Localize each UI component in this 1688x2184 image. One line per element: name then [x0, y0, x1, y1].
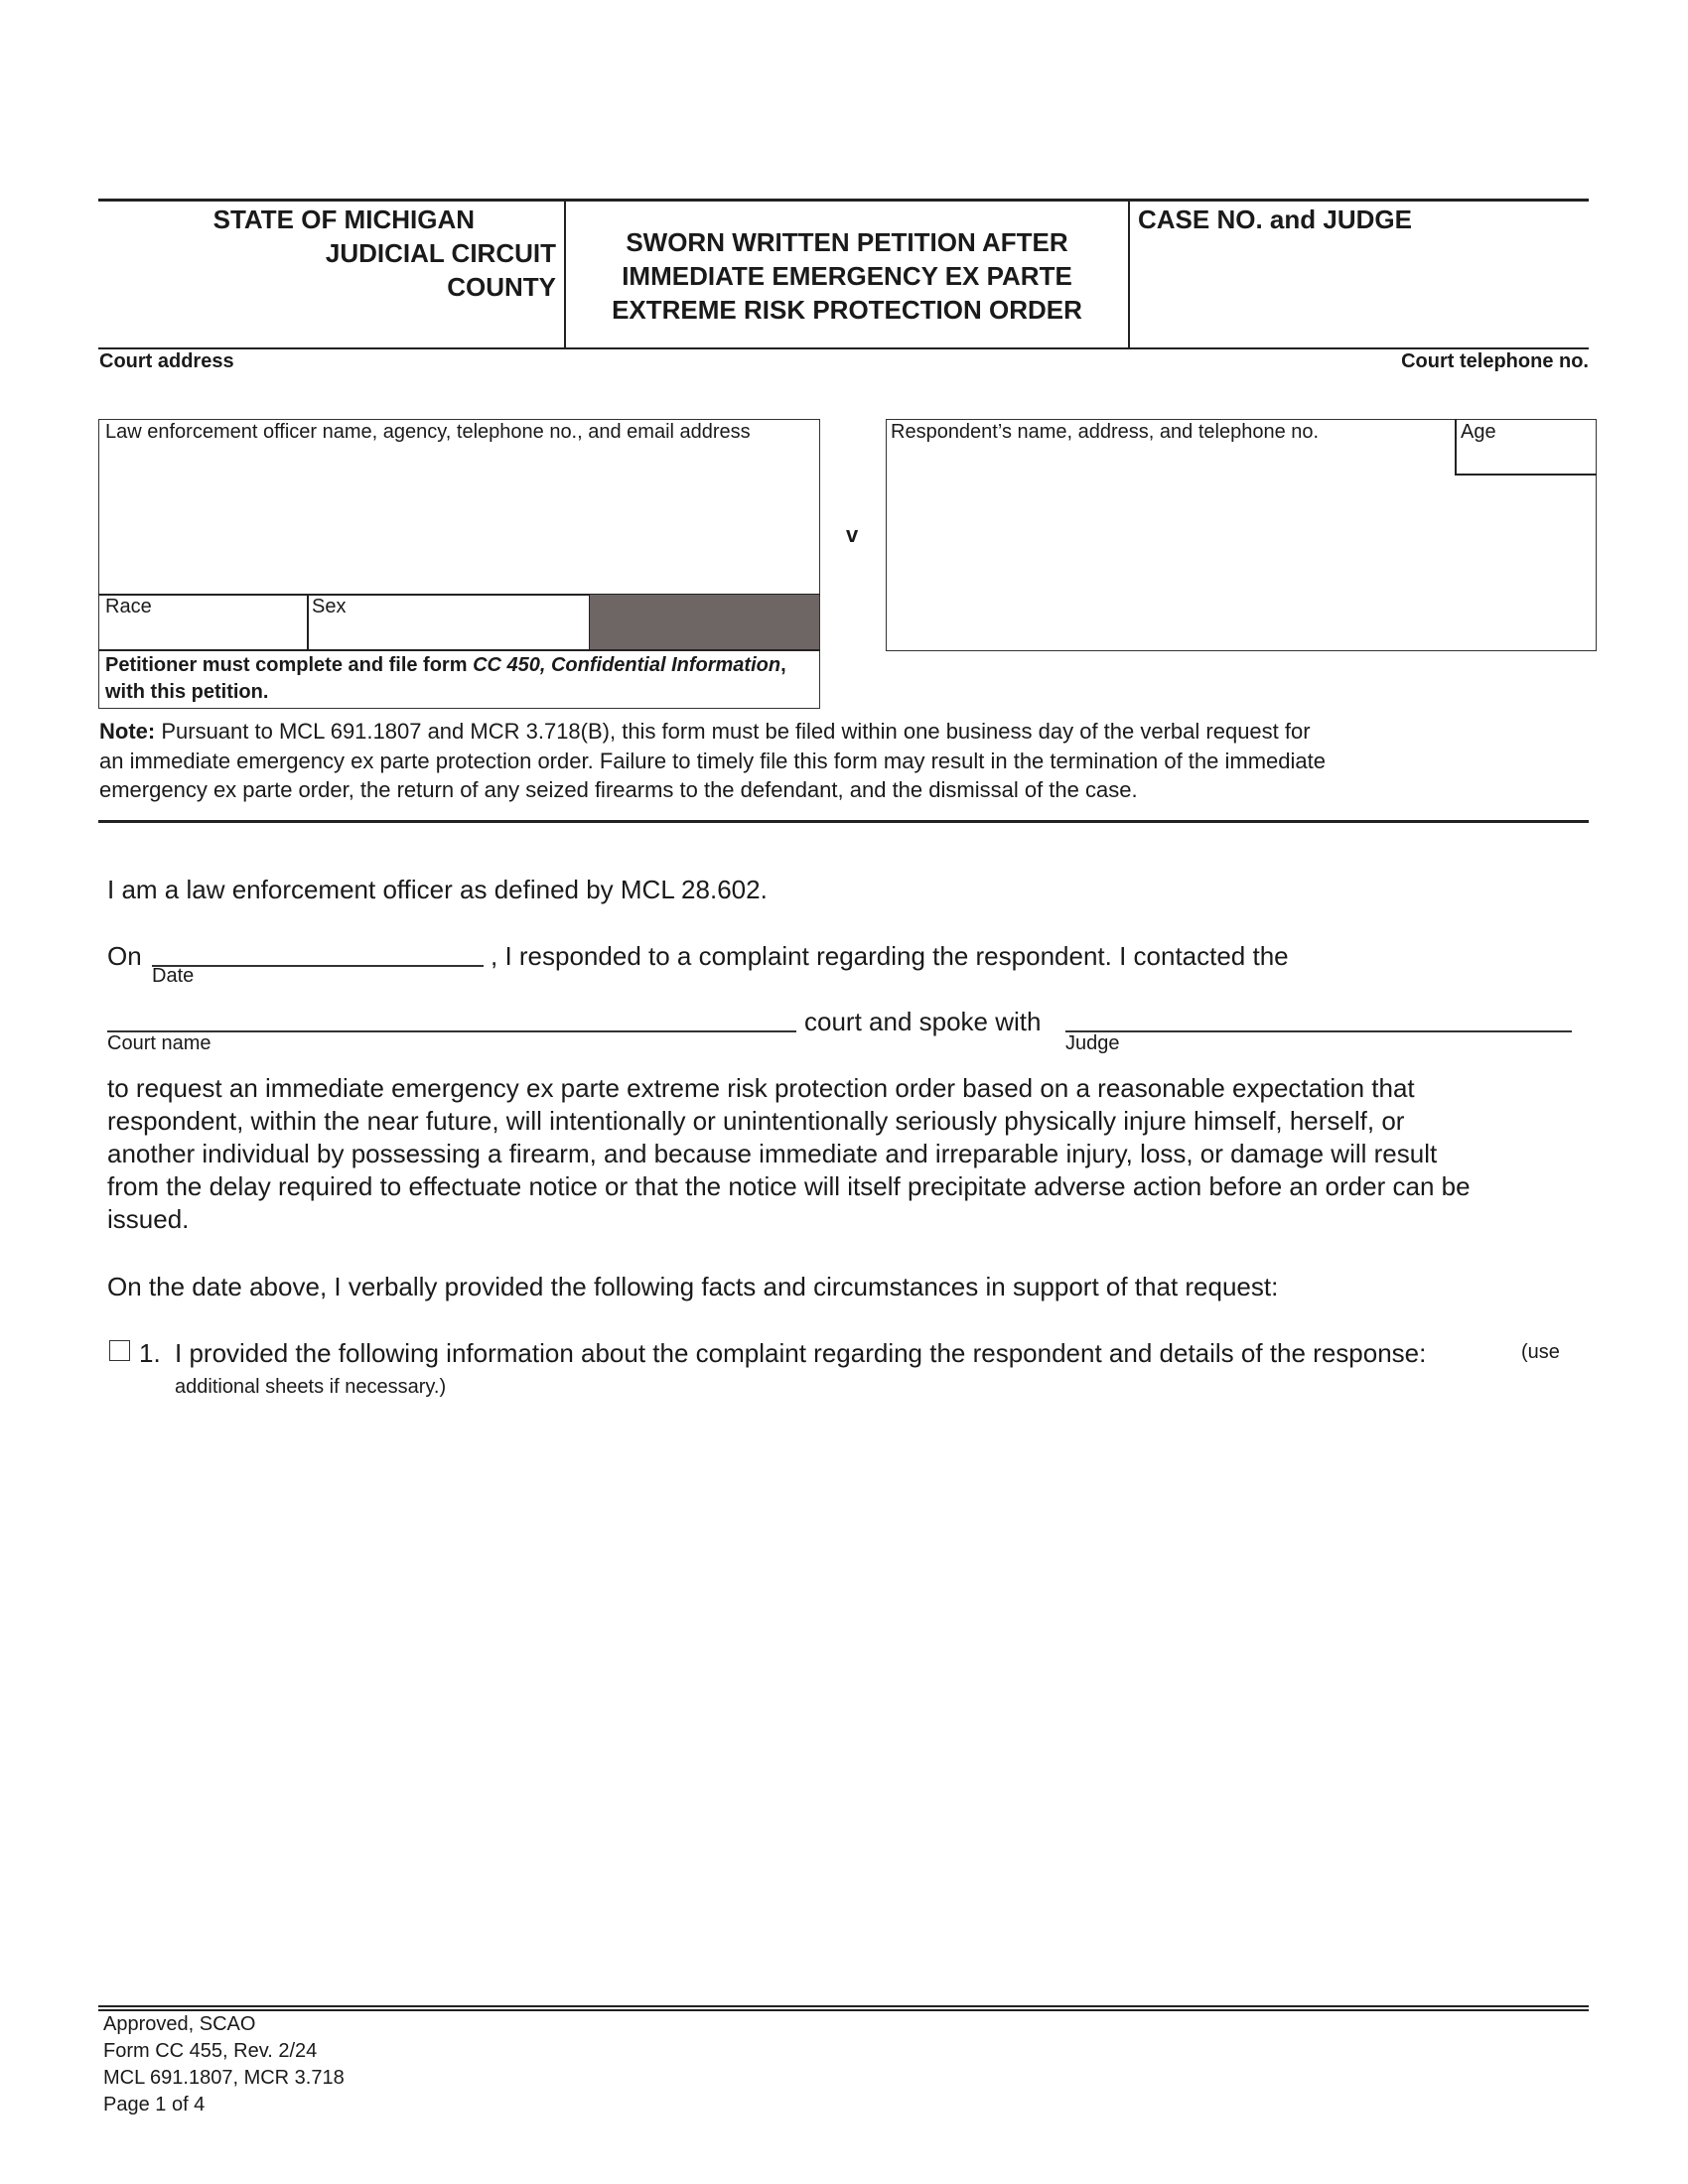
confidential-info-notice — [105, 652, 800, 706]
date-field[interactable] — [152, 937, 484, 965]
age-field[interactable] — [1460, 445, 1593, 471]
court-name-caption: Court name — [107, 1032, 211, 1054]
note-line1-text: Pursuant to MCL 691.1807 and MCR 3.718(B), this form must be filed within one business day of the verbal request for — [155, 719, 1311, 744]
form-footer — [103, 2011, 345, 2118]
request-paragraph — [107, 1072, 1587, 1236]
footer-form-number: Form CC 455, Rev. 2/24 — [103, 2040, 318, 2062]
confidential-row-top-rule — [98, 649, 820, 651]
header-divider-right — [1128, 200, 1130, 348]
facts-intro: On the date above, I verbally provided the following facts and circumstances in support of that request: — [107, 1272, 1279, 1301]
header-top-rule — [98, 199, 1589, 202]
race-field[interactable] — [103, 619, 302, 647]
court-address-label: Court address — [99, 350, 234, 372]
respondent-info-label: Respondent’s name, address, and telephone no. — [891, 421, 1320, 443]
note-lead: Note: — [99, 719, 156, 744]
confidential-suffix: , with this petition. — [105, 654, 786, 703]
request-line4: from the delay required to effectuate notice or that the notice will itself precipitate adverse action before an order can be — [107, 1171, 1471, 1201]
case-no-judge-label: CASE NO. and JUDGE — [1138, 205, 1412, 234]
court-and-spoke-text: court and spoke with — [804, 1007, 1042, 1036]
item1-number: 1. — [139, 1338, 161, 1368]
request-line1: to request an immediate emergency ex parte extreme risk protection order based on a reasonable expectation that — [107, 1073, 1415, 1103]
race-label: Race — [105, 596, 152, 617]
judicial-circuit-label: JUDICIAL CIRCUIT — [325, 238, 556, 268]
responded-text: , I responded to a complaint regarding the respondent. I contacted the — [491, 941, 1289, 971]
form-title-line2: IMMEDIATE EMERGENCY EX PARTE — [622, 261, 1072, 291]
sex-label: Sex — [312, 596, 347, 617]
age-cell-bottom-rule — [1455, 474, 1597, 476]
date-underline — [152, 965, 484, 967]
form-title-line1: SWORN WRITTEN PETITION AFTER — [626, 227, 1068, 257]
request-line5: issued. — [107, 1204, 190, 1234]
item1-response-field[interactable] — [175, 1410, 1585, 1966]
county-label: COUNTY — [447, 272, 556, 302]
note-line3: emergency ex parte order, the return of any seized firearms to the defendant, and the dismissal of the case. — [99, 777, 1138, 802]
confidential-prefix: Petitioner must complete and file form — [105, 654, 474, 676]
state-label: STATE OF MICHIGAN — [212, 205, 475, 234]
respondent-info-field[interactable] — [891, 449, 1447, 645]
officer-definition-statement: I am a law enforcement officer as defined by MCL 28.602. — [107, 875, 768, 904]
confidential-form-name: CC 450, Confidential Information — [473, 654, 781, 676]
item1-note-use: (use — [1521, 1341, 1560, 1363]
note-line2: an immediate emergency ex parte protection order. Failure to timely file this form may result in the termination of the immediate — [99, 748, 1326, 773]
footer-approved: Approved, SCAO — [103, 2013, 256, 2035]
item1-checkbox[interactable] — [109, 1340, 130, 1361]
judge-underline — [1065, 1030, 1572, 1032]
request-line2: respondent, within the near future, will intentionally or unintentionally seriously physically injure himself, herself, or — [107, 1106, 1405, 1136]
note-line1 — [99, 717, 1589, 747]
officer-info-field[interactable] — [103, 449, 816, 591]
request-line3: another individual by possessing a firearm, and because immediate and irreparable injury, loss, or damage will result — [107, 1139, 1438, 1168]
footer-page-number: Page 1 of 4 — [103, 2094, 206, 2116]
versus-label: v — [846, 522, 859, 547]
filing-note — [99, 717, 1589, 805]
court-name-field[interactable] — [107, 1003, 796, 1030]
footer-rule-top — [98, 2005, 1589, 2007]
sex-field[interactable] — [312, 619, 584, 647]
date-caption: Date — [152, 965, 195, 987]
footer-authority: MCL 691.1807, MCR 3.718 — [103, 2067, 345, 2089]
on-label: On — [107, 941, 142, 971]
officer-info-label: Law enforcement officer name, agency, telephone no., and email address — [105, 421, 751, 443]
age-cell-left-rule — [1455, 419, 1457, 475]
item1-note-sheets: additional sheets if necessary.) — [175, 1376, 447, 1398]
judge-field[interactable] — [1065, 1003, 1572, 1030]
shaded-cell — [590, 595, 819, 649]
form-title-line3: EXTREME RISK PROTECTION ORDER — [612, 295, 1082, 325]
header-bottom-rule — [98, 347, 1589, 349]
age-label: Age — [1461, 421, 1496, 443]
judge-caption: Judge — [1065, 1032, 1120, 1054]
section-rule — [98, 820, 1589, 823]
court-telephone-label: Court telephone no. — [1401, 350, 1589, 372]
item1-text: I provided the following information about the complaint regarding the respondent and details of the response: — [175, 1338, 1427, 1368]
race-sex-divider — [307, 594, 309, 649]
